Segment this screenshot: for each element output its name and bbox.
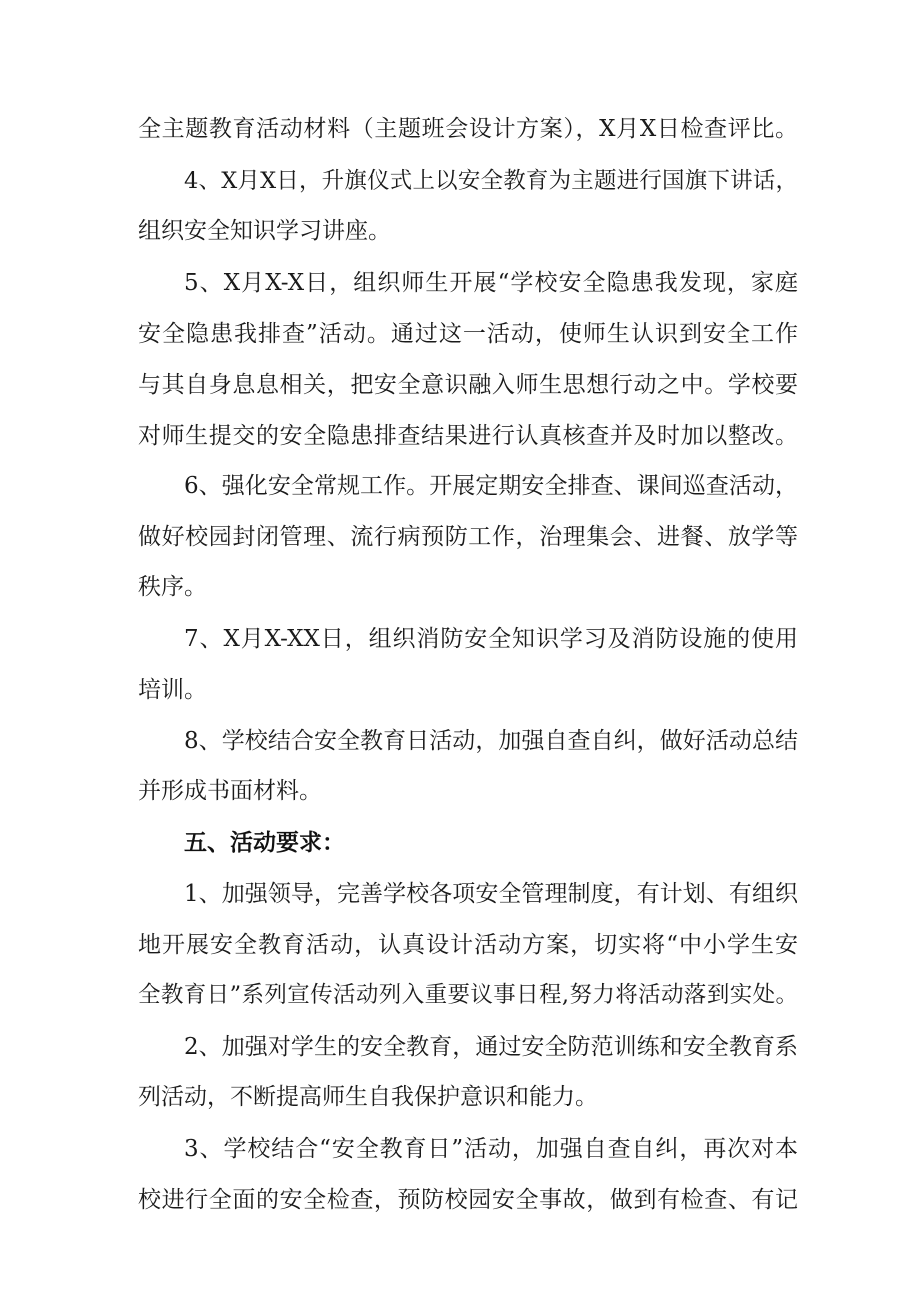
text-line: 1、加强领导，完善学校各项安全管理制度，有计划、有组织	[184, 881, 798, 907]
text-line: 7、X月X-XX日，组织消防安全知识学习及消防设施的使用	[184, 626, 798, 652]
text-line: 对师生提交的安全隐患排查结果进行认真核查并及时加以整改。	[138, 423, 798, 449]
text-line: 培训。	[138, 677, 207, 703]
text-line: 4、X月X日，升旗仪式上以安全教育为主题进行国旗下讲话，	[184, 168, 798, 194]
text-line: 并形成书面材料。	[138, 778, 322, 804]
text-line: 做好校园封闭管理、流行病预防工作，治理集会、进餐、放学等	[138, 524, 798, 550]
text-line: 组织安全知识学习讲座。	[138, 218, 391, 244]
text-line: 6、强化安全常规工作。开展定期安全排查、课间巡查活动，	[184, 473, 798, 499]
text-line: 全教育日”系列宣传活动列入重要议事日程,努力将活动落到实处。	[138, 982, 798, 1008]
text-line: 校进行全面的安全检查，预防校园安全事故，做到有检查、有记	[138, 1187, 798, 1213]
text-line: 列活动，不断提高师生自我保护意识和能力。	[138, 1084, 598, 1110]
text-line: 全主题教育活动材料（主题班会设计方案），X月X日检查评比。	[138, 116, 798, 142]
text-line: 与其自身息息相关，把安全意识融入师生思想行动之中。学校要	[138, 372, 798, 398]
section-heading: 五、活动要求：	[184, 830, 345, 856]
text-line: 2、加强对学生的安全教育，通过安全防范训练和安全教育系	[184, 1034, 798, 1060]
text-line: 安全隐患我排查”活动。通过这一活动，使师生认识到安全工作	[138, 321, 798, 347]
text-line: 5、X月X-X日，组织师生开展“学校安全隐患我发现，家庭	[184, 270, 798, 296]
text-line: 3、学校结合“安全教育日”活动，加强自查自纠，再次对本	[184, 1136, 798, 1162]
text-line: 8、学校结合安全教育日活动，加强自查自纠，做好活动总结	[184, 728, 798, 754]
text-line: 地开展安全教育活动，认真设计活动方案，切实将“中小学生安	[138, 932, 798, 958]
text-line: 秩序。	[138, 574, 207, 600]
